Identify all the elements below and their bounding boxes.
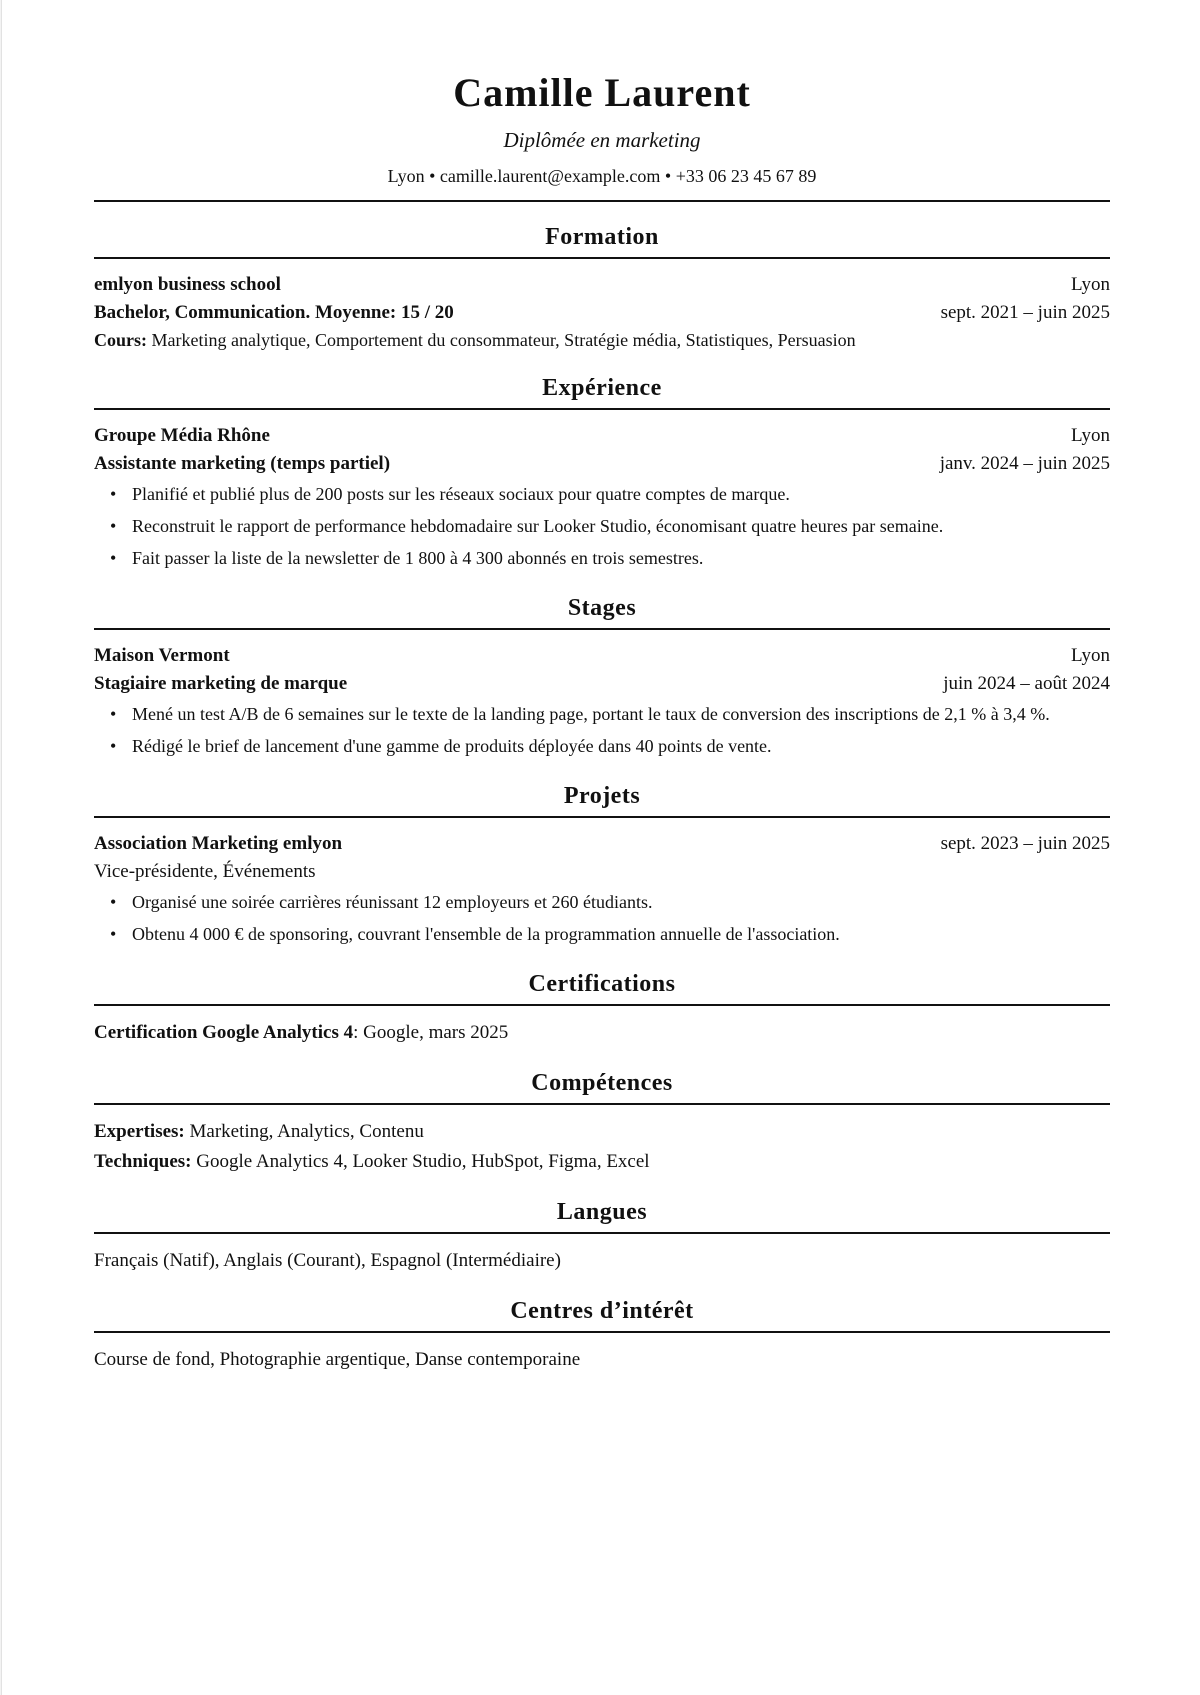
bullet-item: • Organisé une soirée carrières réunissant 12 employeurs et 260 étudiants. [110, 892, 653, 912]
expertises-line [94, 1117, 1110, 1147]
entry-location: Lyon [1070, 645, 1110, 666]
contact-line: Lyon • camille.laurent@example.com • +33 06 23 45 67 89 [387, 166, 817, 186]
header-divider [94, 200, 1110, 202]
courses-label: Cours: [94, 330, 147, 350]
section-divider [94, 628, 1110, 630]
resume-page [1, 0, 1200, 1695]
section-title-langues: Langues [556, 1199, 648, 1225]
internship-entry [94, 642, 1110, 761]
organization-name: Association Marketing emlyon [94, 833, 343, 854]
section-divider [94, 816, 1110, 818]
experience-bullets [94, 480, 1110, 573]
section-title-experience: Expérience [542, 375, 662, 401]
internship-bullets [94, 700, 1110, 761]
entry-dates: sept. 2023 – juin 2025 [940, 833, 1110, 854]
project-bullets [94, 888, 1110, 949]
certification-detail: : Google, mars 2025 [353, 1022, 509, 1043]
project-entry [94, 830, 1110, 949]
bullet-item: • Obtenu 4 000 € de sponsoring, couvrant l'ensemble de la programmation annuelle de l'association. [110, 924, 840, 944]
bullet-item: • Mené un test A/B de 6 semaines sur le texte de la landing page, portant le taux de conversion des inscriptions de 2,1 % à 3,4 %. [110, 704, 1050, 724]
section-title-stages: Stages [567, 595, 637, 621]
bullet-item: • Planifié et publié plus de 200 posts sur les réseaux sociaux pour quatre comptes de marque. [110, 484, 790, 504]
experience-entry [94, 422, 1110, 573]
section-divider [94, 257, 1110, 259]
project-role: Vice-présidente, Événements [94, 861, 316, 882]
bullet-item: • Rédigé le brief de lancement d'une gamme de produits déployée dans 40 points de vente. [110, 736, 772, 756]
section-title-projets: Projets [563, 783, 641, 809]
languages-line: Français (Natif), Anglais (Courant), Espagnol (Intermédiaire) [94, 1250, 561, 1271]
section-divider [94, 1004, 1110, 1006]
section-title-formation: Formation [545, 224, 659, 250]
section-divider [94, 1331, 1110, 1333]
section-divider [94, 1232, 1110, 1234]
company-name: Groupe Média Rhône [94, 425, 270, 446]
expertises-list: Marketing, Analytics, Contenu [184, 1121, 424, 1142]
certification-line [94, 1018, 1110, 1048]
job-title: Stagiaire marketing de marque [94, 673, 348, 694]
section-title-certifications: Certifications [528, 971, 676, 997]
expertises-label: Expertises: [94, 1121, 185, 1142]
techniques-label: Techniques: [94, 1151, 192, 1172]
courses-list: Marketing analytique, Comportement du consommateur, Stratégie média, Statistiques, Persuasion [147, 330, 856, 350]
entry-dates: janv. 2024 – juin 2025 [939, 453, 1110, 474]
section-divider [94, 408, 1110, 410]
company-name: Maison Vermont [94, 645, 230, 666]
section-title-interets: Centres d’intérêt [510, 1298, 694, 1324]
candidate-name: Camille Laurent [453, 70, 751, 115]
entry-location: Lyon [1070, 274, 1110, 295]
entry-dates: juin 2024 – août 2024 [943, 673, 1110, 694]
bullet-item: • Fait passer la liste de la newsletter de 1 800 à 4 300 abonnés en trois semestres. [110, 548, 704, 568]
techniques-line [94, 1147, 1110, 1177]
techniques-list: Google Analytics 4, Looker Studio, HubSpot, Figma, Excel [191, 1151, 650, 1172]
bullet-item: • Reconstruit le rapport de performance hebdomadaire sur Looker Studio, économisant quatre heures par semaine. [110, 516, 944, 536]
job-title: Assistante marketing (temps partiel) [94, 453, 391, 474]
candidate-title: Diplômée en marketing [503, 128, 701, 152]
interests-line: Course de fond, Photographie argentique, Danse contemporaine [94, 1349, 581, 1370]
degree: Bachelor, Communication. Moyenne: 15 / 20 [94, 302, 454, 323]
section-title-competences: Compétences [531, 1070, 673, 1096]
school-name: emlyon business school [94, 274, 281, 295]
section-divider [94, 1103, 1110, 1105]
education-entry [94, 271, 1110, 353]
resume-content [94, 70, 1110, 1375]
courses-line [94, 327, 1110, 353]
certification-name: Certification Google Analytics 4 [94, 1022, 354, 1043]
entry-location: Lyon [1070, 425, 1110, 446]
entry-dates: sept. 2021 – juin 2025 [940, 302, 1110, 323]
